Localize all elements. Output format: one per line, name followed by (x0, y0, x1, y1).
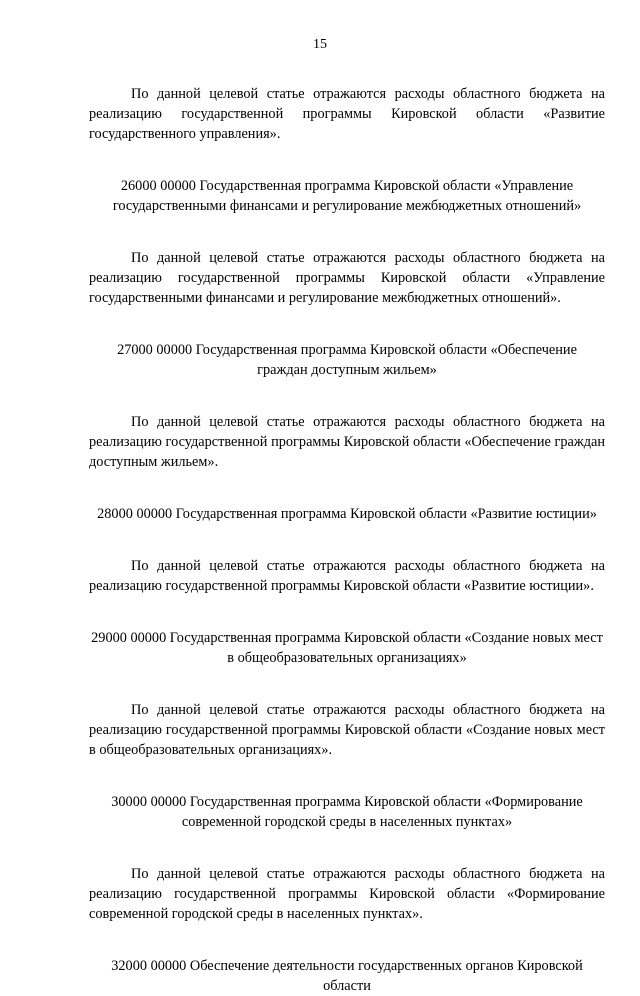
paragraph-0: По данной целевой статье отражаются расходы областного бюджета на реализацию государственной программы Кировской области «Развитие государственного управления». (89, 86, 605, 142)
page-number: 15 (313, 37, 327, 52)
section-heading-32000: 32000 00000 Обеспечение деятельности государственных органов Кировской области (111, 958, 583, 994)
paragraph-28000: По данной целевой статье отражаются расходы областного бюджета на реализацию государственной программы Кировской области «Развитие юстиции». (89, 558, 605, 594)
section-heading-28000: 28000 00000 Государственная программа Кировской области «Развитие юстиции» (97, 506, 597, 522)
section-heading-27000: 27000 00000 Государственная программа Кировской области «Обеспечение граждан доступным жильем» (117, 342, 577, 378)
paragraph-29000: По данной целевой статье отражаются расходы областного бюджета на реализацию государственной программы Кировской области «Создание новых мест в общеобразовательных организациях». (89, 702, 605, 758)
section-heading-30000: 30000 00000 Государственная программа Кировской области «Формирование современной городской среды в населенных пунктах» (111, 794, 583, 830)
paragraph-26000: По данной целевой статье отражаются расходы областного бюджета на реализацию государственной программы Кировской области «Управление государственными финансами и регулирование межбюджетных отношений». (89, 250, 605, 306)
section-heading-26000: 26000 00000 Государственная программа Кировской области «Управление государственными финансами и регулирование межбюджетных отношений» (112, 178, 582, 214)
document-body (89, 84, 605, 996)
paragraph-30000: По данной целевой статье отражаются расходы областного бюджета на реализацию государственной программы Кировской области «Формирование современной городской среды в населенных пунктах». (89, 866, 605, 922)
section-heading-29000: 29000 00000 Государственная программа Кировской области «Создание новых мест в общеобразовательных организациях» (91, 630, 603, 666)
paragraph-27000: По данной целевой статье отражаются расходы областного бюджета на реализацию государственной программы Кировской области «Обеспечение граждан доступным жильем». (89, 414, 605, 470)
